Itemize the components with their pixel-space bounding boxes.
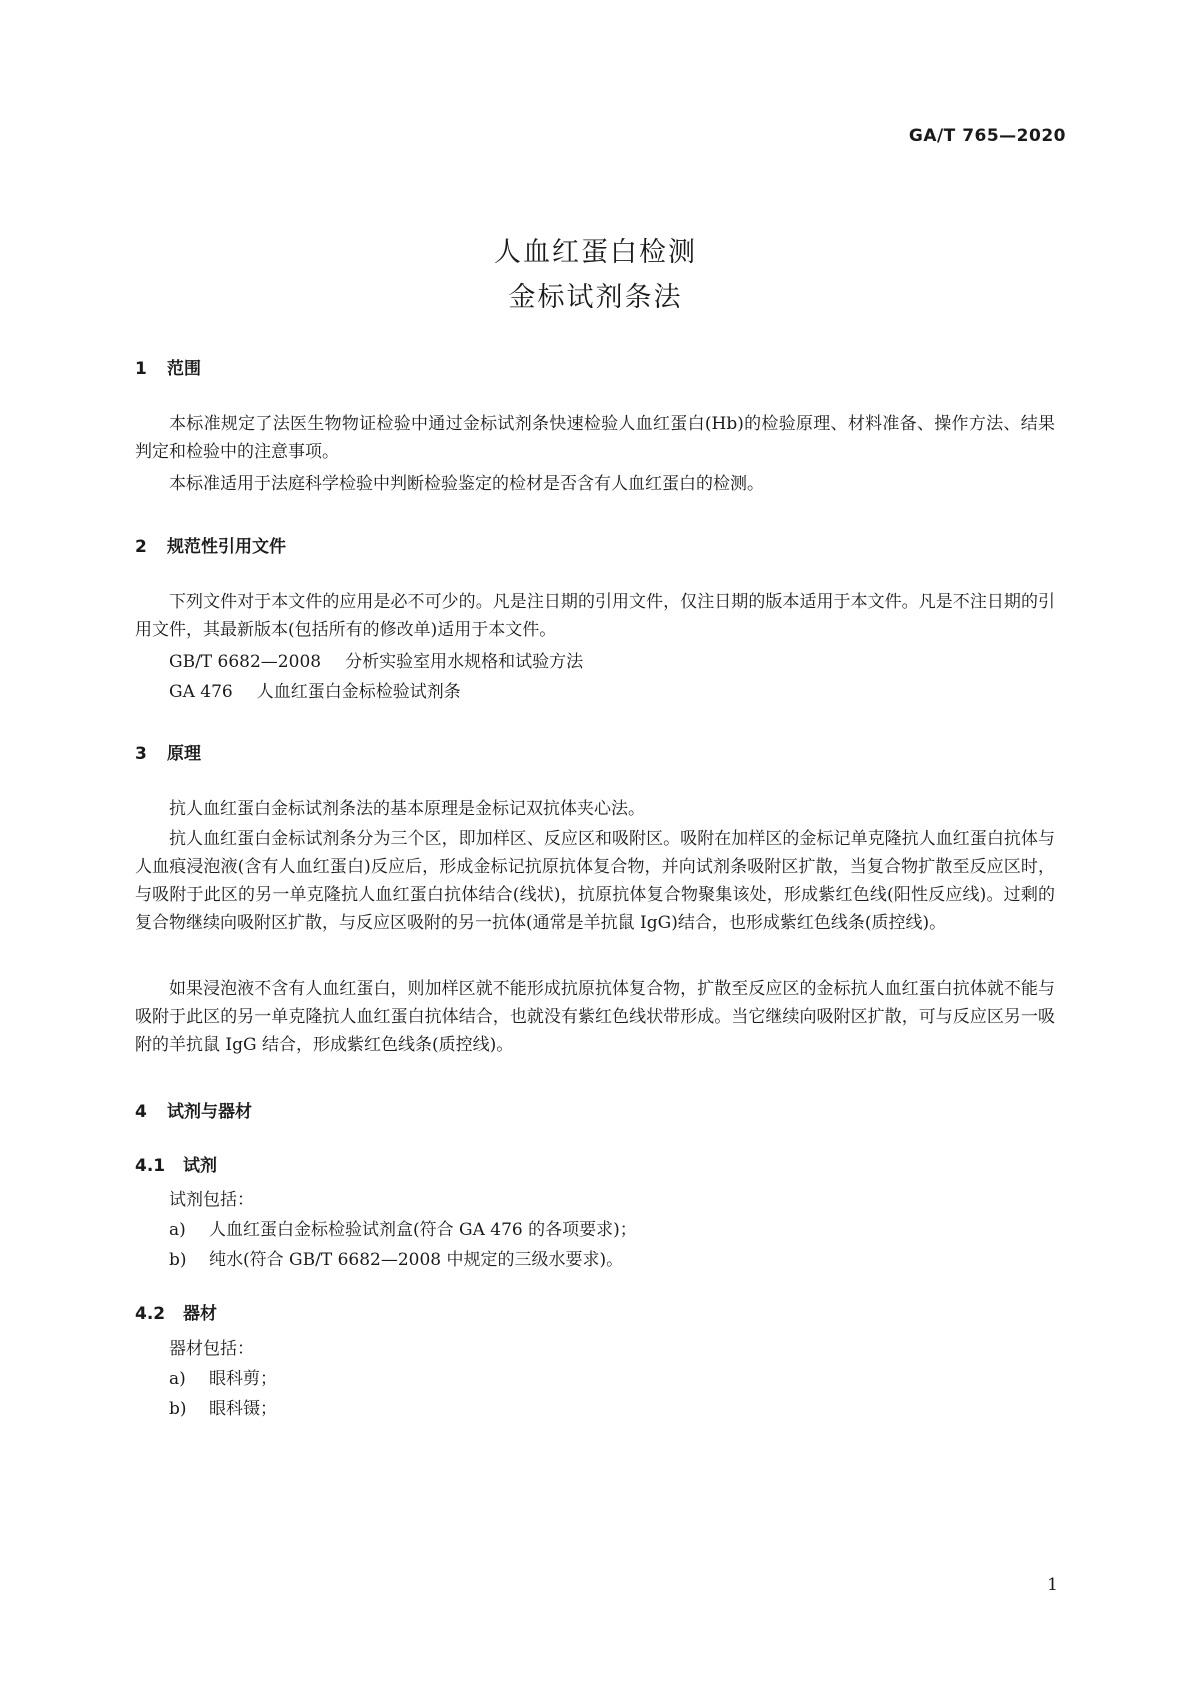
section-number: 4.2 [135,1304,166,1324]
reference-code: GB/T 6682—2008 [169,652,322,672]
list-item [169,1216,637,1244]
section-3-paragraph-2: 抗人血红蛋白金标试剂条分为三个区，即加样区、反应区和吸附区。吸附在加样区的金标记单克隆抗人血红蛋白抗体与人血痕浸泡液(含有人血红蛋白)反应后，形成金标记抗原抗体复合物，并向试剂条吸附区扩散，当复合物扩散至反应区时，与吸附于此区的另一单克隆抗人血红蛋白抗体结合(线状)，抗原抗体复合物聚集该处，形成紫红色线(阳性反应线)。过剩的复合物继续向吸附区扩散，与反应区吸附的另一抗体(通常是羊抗鼠 IgG)结合，也形成紫红色线条(质控线)。 [135,829,1055,933]
section-title: 器材 [183,1304,217,1324]
section-number: 4.1 [135,1156,166,1176]
section-1-heading [135,354,201,379]
section-4-heading [135,1097,252,1122]
section-4-1-intro: 试剂包括： [169,1190,254,1210]
list-marker: b) [169,1399,187,1419]
reference-2 [169,678,461,706]
list-marker: a) [169,1220,186,1240]
list-text: 眼科镊； [209,1399,277,1419]
list-text: 眼科剪； [209,1369,277,1389]
document-title-line2: 金标试剂条法 [508,282,683,313]
section-title: 范围 [167,359,201,379]
section-title: 原理 [167,744,201,764]
list-item [169,1365,277,1393]
list-item [169,1395,277,1423]
page-number: 1 [1047,1575,1058,1595]
reference-title: 分析实验室用水规格和试验方法 [345,652,584,672]
section-title: 试剂 [183,1156,217,1176]
list-text: 纯水(符合 GB/T 6682—2008 中规定的三级水要求)。 [209,1250,624,1270]
section-number: 2 [135,537,147,557]
section-number: 1 [135,359,147,379]
section-3-heading [135,739,201,764]
reference-code: GA 476 [169,682,233,702]
list-text: 人血红蛋白金标检验试剂盒(符合 GA 476 的各项要求)； [209,1220,637,1240]
section-number: 4 [135,1102,147,1122]
section-1-paragraph-2: 本标准适用于法庭科学检验中判断检验鉴定的检材是否含有人血红蛋白的检测。 [169,474,764,494]
section-title: 规范性引用文件 [167,537,286,557]
section-4-2-heading [135,1299,217,1324]
section-4-2-intro: 器材包括： [169,1339,254,1359]
list-marker: a) [169,1369,186,1389]
reference-1 [169,648,583,676]
document-title-line1: 人血红蛋白检测 [494,237,697,268]
section-2-paragraph-1: 下列文件对于本文件的应用是必不可少的。凡是注日期的引用文件，仅注日期的版本适用于本文件。凡是不注日期的引用文件，其最新版本(包括所有的修改单)适用于本文件。 [135,592,1055,640]
section-3-paragraph-1: 抗人血红蛋白金标试剂条法的基本原理是金标记双抗体夹心法。 [169,799,645,819]
section-3-paragraph-3: 如果浸泡液不含有人血红蛋白，则加样区就不能形成抗原抗体复合物，扩散至反应区的金标抗人血红蛋白抗体就不能与吸附于此区的另一单克隆抗人血红蛋白抗体结合，也就没有紫红色线状带形成。当它继续向吸附区扩散，可与反应区另一吸附的羊抗鼠 IgG 结合，形成紫红色线条(质控线)。 [135,979,1055,1055]
reference-title: 人血红蛋白金标检验试剂条 [256,682,461,702]
section-number: 3 [135,744,147,764]
section-title: 试剂与器材 [167,1102,252,1122]
standard-code: GA/T 765—2020 [908,126,1066,146]
section-4-1-heading [135,1151,217,1176]
section-2-heading [135,532,286,557]
section-1-paragraph-1: 本标准规定了法医生物物证检验中通过金标试剂条快速检验人血红蛋白(Hb)的检验原理、材料准备、操作方法、结果判定和检验中的注意事项。 [135,414,1055,462]
list-marker: b) [169,1250,187,1270]
list-item [169,1246,623,1274]
